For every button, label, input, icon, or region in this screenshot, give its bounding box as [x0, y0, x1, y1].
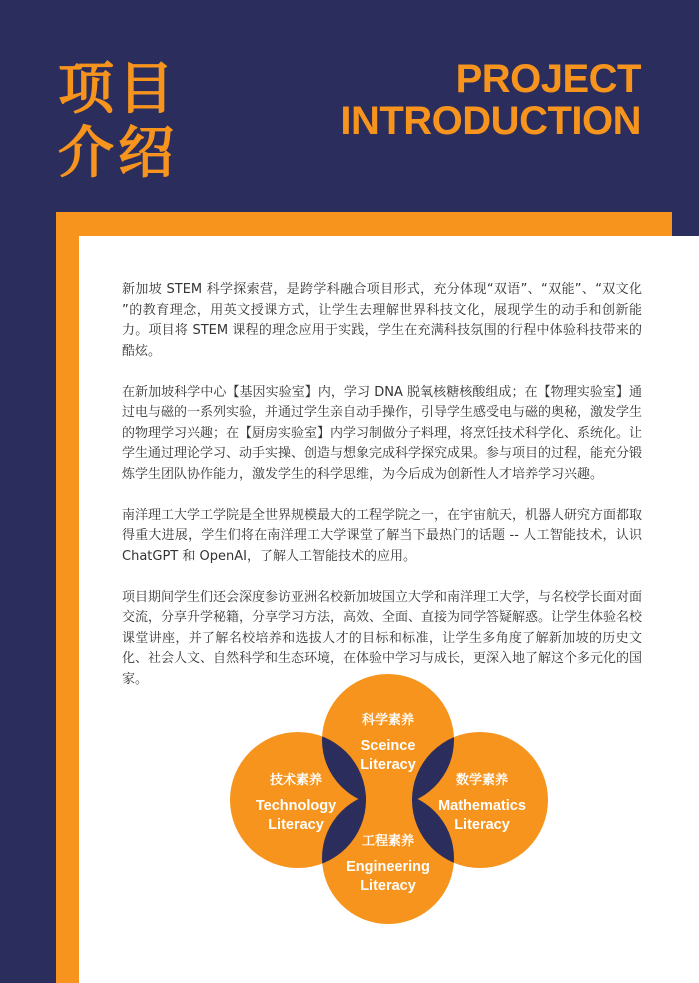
- technology-label-en-1: Technology: [255, 798, 337, 814]
- engineering-label-cn: 工程素养: [361, 834, 415, 849]
- stem-venn-diagram: [222, 672, 552, 927]
- engineering-label-en-1: Engineering: [346, 859, 430, 875]
- title-en-line2: INTRODUCTION: [340, 99, 641, 143]
- title-chinese: [58, 58, 178, 186]
- mathematics-label-cn: 数学素养: [455, 773, 509, 788]
- science-label-cn: 科学素养: [361, 713, 415, 728]
- mathematics-label-en-2: Literacy: [454, 817, 510, 833]
- title-cn-line2: 介绍: [58, 121, 178, 186]
- title-en-line1: PROJECT: [455, 57, 641, 101]
- science-label-en-1: Sceince: [360, 738, 416, 754]
- intro-text: [122, 280, 642, 711]
- paragraph-4: 项目期间学生们还会深度参访亚洲名校新加坡国立大学和南洋理工大学，与名校学长面对面交流，分享升学秘籍，分享学习方法，高效、全面、直接为同学答疑解惑。让学生体验名校课堂讲座，并了解名校培养和选拔人才的目标和标准，让学生多角度了解新加坡的历史文化、社会人文、自然科学和生态环境，在体验中学习与成长，更深入地了解这个多元化的国家。: [122, 589, 643, 687]
- mathematics-label-en-1: Mathematics: [438, 798, 526, 814]
- title-cn-line1: 项目: [58, 57, 178, 122]
- paragraph-1: 新加坡 STEM 科学探索营，是跨学科融合项目形式，充分体现“双语”、“双能”、“双文化 ”的教育理念，用英文授课方式，让学生去理解世界科技文化，展现学生的动手和创新能力。项目将 STEM 课程的理念应用于实践，学生在充满科技氛围的行程中体验科技带来的酷炫。: [122, 282, 642, 359]
- title-english: [340, 58, 641, 142]
- venn-svg: [222, 672, 552, 927]
- technology-label-cn: 技术素养: [269, 773, 323, 788]
- technology-label-en-2: Literacy: [268, 817, 324, 833]
- science-label-en-2: Literacy: [360, 757, 416, 773]
- paragraph-2: 在新加坡科学中心【基因实验室】内，学习 DNA 脱氧核糖核酸组成；在【物理实验室】通过电与磁的一系列实验，并通过学生亲自动手操作，引导学生感受电与磁的奥秘，激发学生的物理学习兴趣；在【厨房实验室】内学习制做分子料理，将烹饪技术科学化、系统化。让学生通过理论学习、动手实操、创造与想象完成科学探究成果。参与项目的过程，能充分锻炼学生团队协作能力，激发学生的科学思维，为今后成为创新性人才培养学习兴趣。: [122, 384, 643, 482]
- paragraph-3: 南洋理工大学工学院是全世界规模最大的工程学院之一，在宇宙航天，机器人研究方面都取得重大进展，学生们将在南洋理工大学课堂了解当下最热门的话题 -- 人工智能技术，认识 ChatGPT 和 OpenAI，了解人工智能技术的应用。: [122, 507, 643, 564]
- engineering-label-en-2: Literacy: [360, 878, 416, 894]
